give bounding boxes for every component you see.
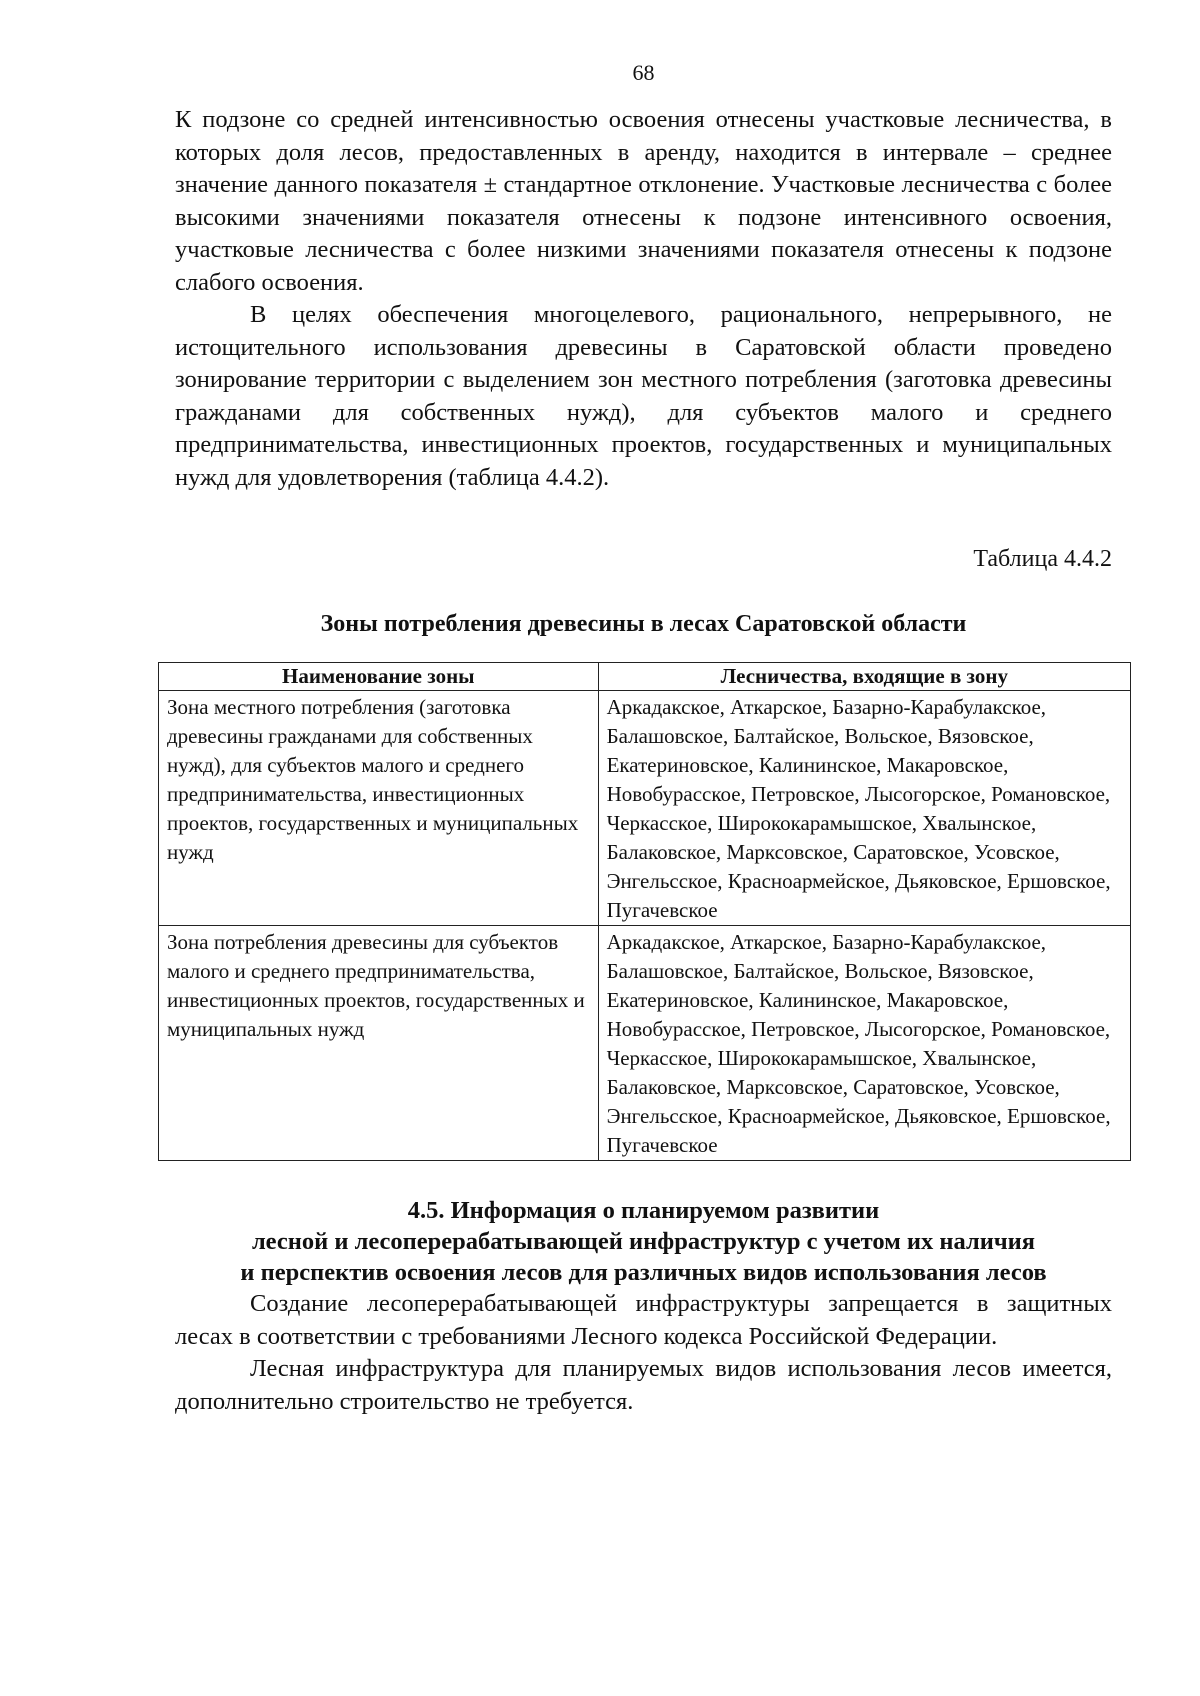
section-heading [175,1195,1112,1288]
paragraph-subzone-description: К подзоне со средней интенсивностью освоения отнесены участковые лесничества, в которых доля лесов, предоставленных в аренду, находится в интервале – среднее значение данного показателя ± стандартное отклонение. Участковые лесничества с более высокими значениями показателя отнесены к подзоне интенсивного освоения, участковые лесничества с более низкими значениями показателя отнесены к подзоне слабого освоения. [175,106,1112,296]
paragraph-zoning-purpose: В целях обеспечения многоцелевого, рационального, непрерывного, не истощительного использования древесины в Саратовской области проведено зонирование территории с выделением зон местного потребления (заготовка древесины гражданами для собственных нужд), для субъектов малого и среднего предпринимательства, инвестиционных проектов, государственных и муниципальных нужд для удовлетворения (таблица 4.4.2). [175,301,1112,491]
table-caption: Таблица 4.4.2 [973,546,1112,572]
cell-forestries: Аркадакское, Аткарское, Базарно-Карабулакское, Балашовское, Балтайское, Вольское, Вязовское, Екатериновское, Калининское, Макаровское, Новобурасское, Петровское, Лысогорское, Романовское, Черкасское, Ширококарамышское, Хвалынское, Балаковское, Марксовское, Саратовское, Усовское, Энгельсское, Красноармейское, Дьяковское, Ершовское, Пугачевское [598,691,1130,926]
document-page [167,60,1112,1418]
page-number: 68 [632,60,655,85]
header-zone-name: Наименование зоны [159,663,599,691]
cell-zone-name: Зона потребления древесины для субъектов малого и среднего предпринимательства, инвестиционных проектов, государственных и муниципальных нужд [159,926,599,1161]
table-title: Зоны потребления древесины в лесах Саратовской области [320,611,967,637]
table-row [159,926,1131,1161]
zones-table [158,662,1131,1161]
cell-forestries: Аркадакское, Аткарское, Базарно-Карабулакское, Балашовское, Балтайское, Вольское, Вязовское, Екатериновское, Калининское, Макаровское, Новобурасское, Петровское, Лысогорское, Романовское, Черкасское, Ширококарамышское, Хвалынское, Балаковское, Марксовское, Саратовское, Усовское, Энгельсское, Красноармейское, Дьяковское, Ершовское, Пугачевское [598,926,1130,1161]
section-heading-line: лесной и лесоперерабатывающей инфраструктур с учетом их наличия [251,1228,1036,1255]
cell-zone-name: Зона местного потребления (заготовка древесины гражданами для собственных нужд), для субъектов малого и среднего предпринимательства, инвестиционных проектов, государственных и муниципальных нужд [159,691,599,926]
header-forestries: Лесничества, входящие в зону [598,663,1130,691]
section-heading-line: и перспектив освоения лесов для различных видов использования лесов [240,1259,1047,1286]
paragraph-forest-infrastructure: Лесная инфраструктура для планируемых видов использования лесов имеется, дополнительно строительство не требуется. [175,1355,1112,1415]
table-row [159,691,1131,926]
section-heading-line: 4.5. Информация о планируемом развитии [407,1197,880,1224]
table-header-row [159,663,1131,691]
paragraph-processing-infrastructure: Создание лесоперерабатывающей инфраструктуры запрещается в защитных лесах в соответствии с требованиями Лесного кодекса Российской Федерации. [175,1290,1112,1350]
